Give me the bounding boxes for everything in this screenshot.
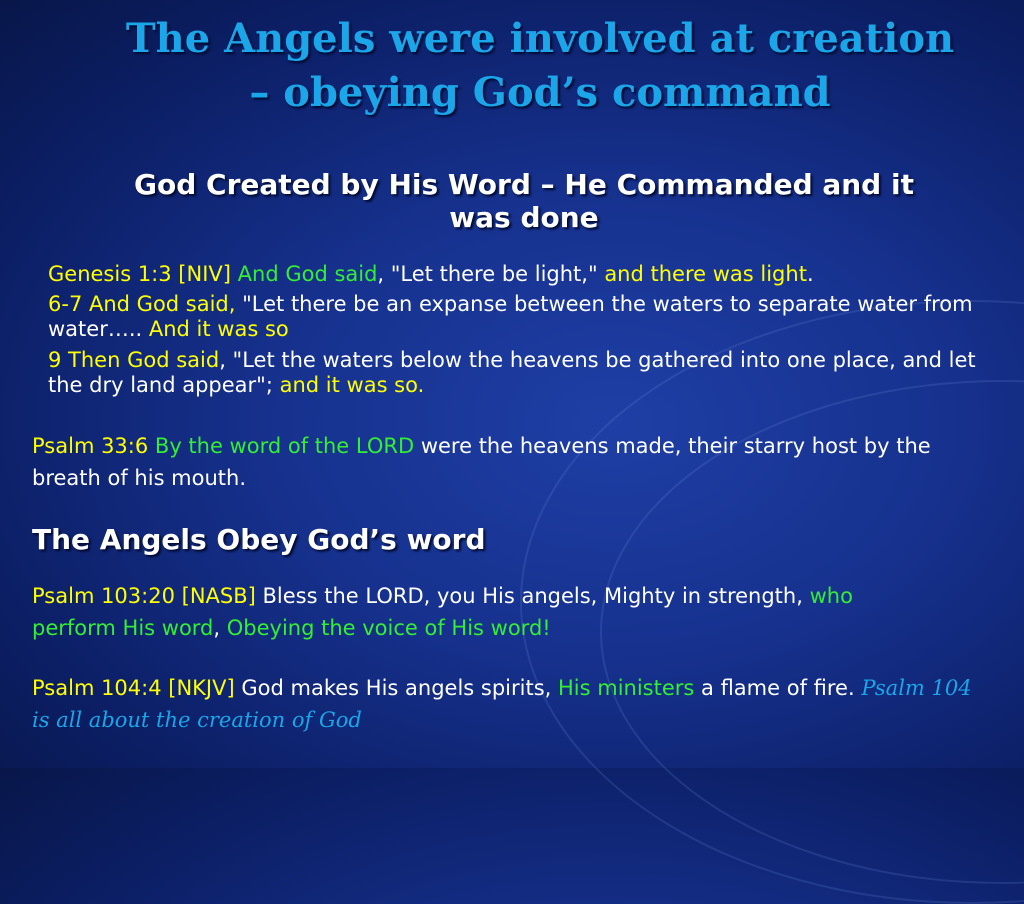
verse-end: . [806,262,814,286]
subheading [48,168,1000,234]
genesis-verse-9 [48,348,1008,398]
verse-text: were the heavens made, their starry host by the breath of his mouth. [32,434,931,490]
subheading-line-2: was done [449,201,599,234]
verse-highlight: And God said [237,262,378,286]
genesis-verse-3 [48,262,1008,287]
subheading-line-1: God Created by His Word – He Commanded and it [134,168,914,201]
verse-reference: Genesis 1:3 [NIV] [48,262,231,286]
verse-comma: , [213,616,227,640]
section-heading: The Angels Obey God’s word [32,523,486,556]
verse-highlight: Obeying the voice of His word! [226,616,551,640]
psalm-104-verse [32,672,992,736]
verse-highlight: who perform His word [32,584,853,640]
verse-result: and there was light [604,262,807,286]
title-line-1: The Angels were involved at creation [125,15,955,62]
verse-text: , "Let there be light," [377,262,605,286]
verse-highlight: And God said, [88,292,236,316]
verse-reference: Psalm 104:4 [NKJV] [32,676,235,700]
verse-text: "Let there be an expanse between the waters to separate water from water….. [48,292,973,341]
verse-reference: 6-7 [48,292,89,316]
psalm-33-verse [32,430,932,494]
verse-reference: 9 [48,348,69,372]
verse-text: Bless the LORD, you His angels, Mighty in strength, [262,584,810,608]
verse-highlight: By the word of the LORD [154,434,415,458]
verse-highlight: His ministers [558,676,695,700]
verse-reference: Psalm 103:20 [NASB] [32,584,256,608]
verse-text: a flame of fire. [694,676,862,700]
verse-reference: Psalm 33:6 [32,434,155,458]
slide-title [60,12,1020,120]
verse-highlight: Then God said [68,348,220,372]
verse-result: And it was so [148,317,289,341]
creation-note: Psalm 104 is all about the creation of God [32,676,972,732]
verse-text: God makes His angels spirits, [234,676,558,700]
title-line-2: – obeying God’s command [249,69,831,116]
verse-result: and it was so. [279,373,425,397]
genesis-verse-6-7 [48,292,1008,342]
verse-text: , "Let the waters below the heavens be gathered into one place, and let the dry land appear"; [48,348,976,397]
psalm-103-verse [32,580,932,644]
